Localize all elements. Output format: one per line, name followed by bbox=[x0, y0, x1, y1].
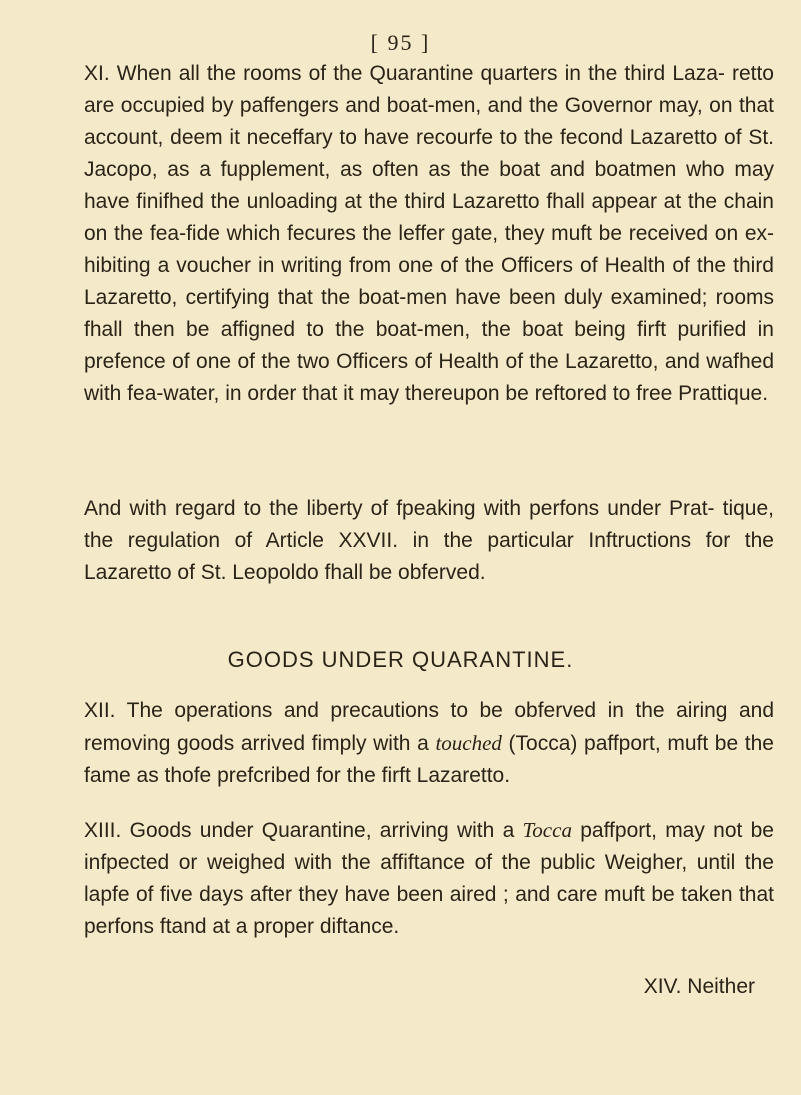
paragraph-xii-text-b: (Tocca) paffport, muft be the fame as thofe prefcribed for the firft Lazaretto. bbox=[84, 732, 774, 787]
section-heading: GOODS UNDER QUARANTINE. bbox=[227, 647, 574, 672]
paragraph-xii-text-a: XII. The operations and precautions to be obferved in the airing and removing goods arrived fimply with a bbox=[84, 699, 774, 755]
paragraph-xi: XI. When all the rooms of the Quarantine quarters in the third Laza- retto are occupied by paffengers and boat-men, and the Governor may, on that account, deem it neceffary to have recourfe to the fecond Lazaretto of St. Jacopo, as a fupplement, as often as the boat and boatmen who may have finifhed the unloading at the third Lazaretto fhall appear at the chain on the fea-fide which fecures the leffer gate, they muft be received on ex- hibiting a voucher in writing from one of the Officers of Health of the third Lazaretto, certifying that the boat-men have been duly examined; rooms fhall then be affigned to the boat-men, the boat being firft purified in prefence of one of the two Officers of Health of the Lazaretto, and wafhed with fea-water, in order that it may thereupon be reftored to free Prattique. bbox=[84, 62, 774, 405]
catchword: XIV. Neither bbox=[643, 975, 755, 998]
page-number: [ 95 ] bbox=[370, 30, 431, 55]
paragraph-liberty-of-speaking: And with regard to the liberty of fpeaking with perfons under Prat- tique, the regulation of Article XXVII. in the particular Inftructions for the Lazaretto of St. Leopoldo fhall be obferved. bbox=[84, 497, 774, 584]
paragraph-xiii bbox=[84, 814, 774, 943]
paragraph-xiii-text-b: paffport, may not be infpected or weighed with the affiftance of the public Weigher, until the lapfe of five days after they have been aired ; and care muft be taken that perfons ftand at a proper diftance. bbox=[84, 819, 774, 938]
paragraph-xiii-italic: Tocca bbox=[522, 818, 572, 842]
paragraph-xii-italic: touched bbox=[435, 731, 502, 755]
paragraph-xiii-text-a: XIII. Goods under Quarantine, arriving with a bbox=[84, 819, 523, 842]
paragraph-xii bbox=[84, 695, 774, 792]
